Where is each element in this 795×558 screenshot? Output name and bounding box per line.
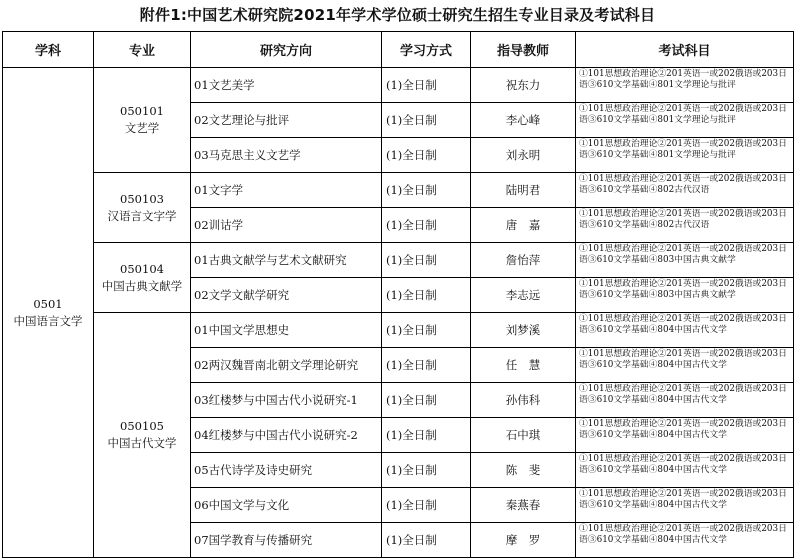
mode-cell: (1)全日制 bbox=[382, 383, 471, 418]
table-row bbox=[3, 68, 794, 103]
mode-cell: (1)全日制 bbox=[382, 418, 471, 453]
direction-cell: 01中国文学思想史 bbox=[191, 313, 382, 348]
exam-cell: ①101思想政治理论②201英语一或202俄语或203日语③610文学基础④801文学理论与批评 bbox=[576, 138, 794, 173]
discipline-code: 0501 bbox=[33, 296, 63, 311]
teacher-cell: 陈 斐 bbox=[471, 453, 576, 488]
mode-cell: (1)全日制 bbox=[382, 208, 471, 243]
exam-cell: ①101思想政治理论②201英语一或202俄语或203日语③610文学基础④802古代汉语 bbox=[576, 173, 794, 208]
major-name: 汉语言文字学 bbox=[107, 208, 177, 223]
teacher-cell: 祝东力 bbox=[471, 68, 576, 103]
major-name: 中国古典文献学 bbox=[101, 278, 183, 293]
major-cell bbox=[94, 68, 191, 173]
teacher-cell: 刘永明 bbox=[471, 138, 576, 173]
exam-cell: ①101思想政治理论②201英语一或202俄语或203日语③610文学基础④804中国古代文学 bbox=[576, 418, 794, 453]
mode-cell: (1)全日制 bbox=[382, 523, 471, 558]
mode-cell: (1)全日制 bbox=[382, 313, 471, 348]
major-cell bbox=[94, 173, 191, 243]
teacher-cell: 李心峰 bbox=[471, 103, 576, 138]
major-cell bbox=[94, 243, 191, 313]
header-teacher: 指导教师 bbox=[471, 32, 576, 68]
discipline-name: 中国语言文学 bbox=[13, 313, 83, 328]
teacher-cell: 孙伟科 bbox=[471, 383, 576, 418]
mode-cell: (1)全日制 bbox=[382, 103, 471, 138]
major-code: 050104 bbox=[120, 261, 164, 276]
major-name: 文艺学 bbox=[124, 121, 160, 135]
major-code: 050101 bbox=[120, 104, 164, 118]
document-title: 附件1:中国艺术研究院2021年学术学位硕士研究生招生专业目录及考试科目 bbox=[139, 6, 656, 24]
mode-cell: (1)全日制 bbox=[382, 173, 471, 208]
exam-cell: ①101思想政治理论②201英语一或202俄语或203日语③610文学基础④803中国古典文献学 bbox=[576, 243, 794, 278]
header-major: 专业 bbox=[94, 32, 191, 68]
mode-cell: (1)全日制 bbox=[382, 453, 471, 488]
exam-cell: ①101思想政治理论②201英语一或202俄语或203日语③610文学基础④804中国古代文学 bbox=[576, 383, 794, 418]
exam-cell: ①101思想政治理论②201英语一或202俄语或203日语③610文学基础④804中国古代文学 bbox=[576, 348, 794, 383]
exam-cell: ①101思想政治理论②201英语一或202俄语或203日语③610文学基础④801文学理论与批评 bbox=[576, 68, 794, 103]
major-cell bbox=[94, 313, 191, 558]
direction-cell: 04红楼梦与中国古代小说研究-2 bbox=[191, 418, 382, 453]
discipline-cell bbox=[3, 68, 94, 558]
direction-cell: 02文艺理论与批评 bbox=[191, 103, 382, 138]
teacher-cell: 秦燕春 bbox=[471, 488, 576, 523]
teacher-cell: 李志远 bbox=[471, 278, 576, 313]
program-catalog-table bbox=[2, 31, 794, 558]
exam-cell: ①101思想政治理论②201英语一或202俄语或203日语③610文学基础④804中国古代文学 bbox=[576, 453, 794, 488]
exam-cell: ①101思想政治理论②201英语一或202俄语或203日语③610文学基础④804中国古代文学 bbox=[576, 488, 794, 523]
direction-cell: 03马克思主义文艺学 bbox=[191, 138, 382, 173]
major-code: 050105 bbox=[120, 419, 164, 433]
header-exam: 考试科目 bbox=[576, 32, 794, 68]
teacher-cell: 摩 罗 bbox=[471, 523, 576, 558]
table-row bbox=[3, 243, 794, 278]
table-row bbox=[3, 173, 794, 208]
mode-cell: (1)全日制 bbox=[382, 68, 471, 103]
teacher-cell: 石中琪 bbox=[471, 418, 576, 453]
mode-cell: (1)全日制 bbox=[382, 243, 471, 278]
teacher-cell: 唐 嘉 bbox=[471, 208, 576, 243]
mode-cell: (1)全日制 bbox=[382, 488, 471, 523]
direction-cell: 01文艺美学 bbox=[191, 68, 382, 103]
direction-cell: 07国学教育与传播研究 bbox=[191, 523, 382, 558]
mode-cell: (1)全日制 bbox=[382, 348, 471, 383]
teacher-cell: 刘梦溪 bbox=[471, 313, 576, 348]
exam-cell: ①101思想政治理论②201英语一或202俄语或203日语③610文学基础④801文学理论与批评 bbox=[576, 103, 794, 138]
mode-cell: (1)全日制 bbox=[382, 278, 471, 313]
direction-cell: 05古代诗学及诗史研究 bbox=[191, 453, 382, 488]
teacher-cell: 詹怡萍 bbox=[471, 243, 576, 278]
header-direction: 研究方向 bbox=[191, 32, 382, 68]
table-row bbox=[3, 313, 794, 348]
direction-cell: 01古典文献学与艺术文献研究 bbox=[191, 243, 382, 278]
header-discipline: 学科 bbox=[3, 32, 94, 68]
mode-cell: (1)全日制 bbox=[382, 138, 471, 173]
direction-cell: 06中国文学与文化 bbox=[191, 488, 382, 523]
direction-cell: 03红楼梦与中国古代小说研究-1 bbox=[191, 383, 382, 418]
exam-cell: ①101思想政治理论②201英语一或202俄语或203日语③610文学基础④803中国古典文献学 bbox=[576, 278, 794, 313]
exam-cell: ①101思想政治理论②201英语一或202俄语或203日语③610文学基础④804中国古代文学 bbox=[576, 523, 794, 558]
direction-cell: 02文学文献学研究 bbox=[191, 278, 382, 313]
table-header-row bbox=[3, 32, 794, 68]
direction-cell: 02训诂学 bbox=[191, 208, 382, 243]
teacher-cell: 陆明君 bbox=[471, 173, 576, 208]
header-mode: 学习方式 bbox=[382, 32, 471, 68]
major-code: 050103 bbox=[120, 191, 164, 206]
exam-cell: ①101思想政治理论②201英语一或202俄语或203日语③610文学基础④804中国古代文学 bbox=[576, 313, 794, 348]
major-name: 中国古代文学 bbox=[107, 436, 177, 450]
direction-cell: 01文字学 bbox=[191, 173, 382, 208]
teacher-cell: 任 慧 bbox=[471, 348, 576, 383]
exam-cell: ①101思想政治理论②201英语一或202俄语或203日语③610文学基础④802古代汉语 bbox=[576, 208, 794, 243]
direction-cell: 02两汉魏晋南北朝文学理论研究 bbox=[191, 348, 382, 383]
